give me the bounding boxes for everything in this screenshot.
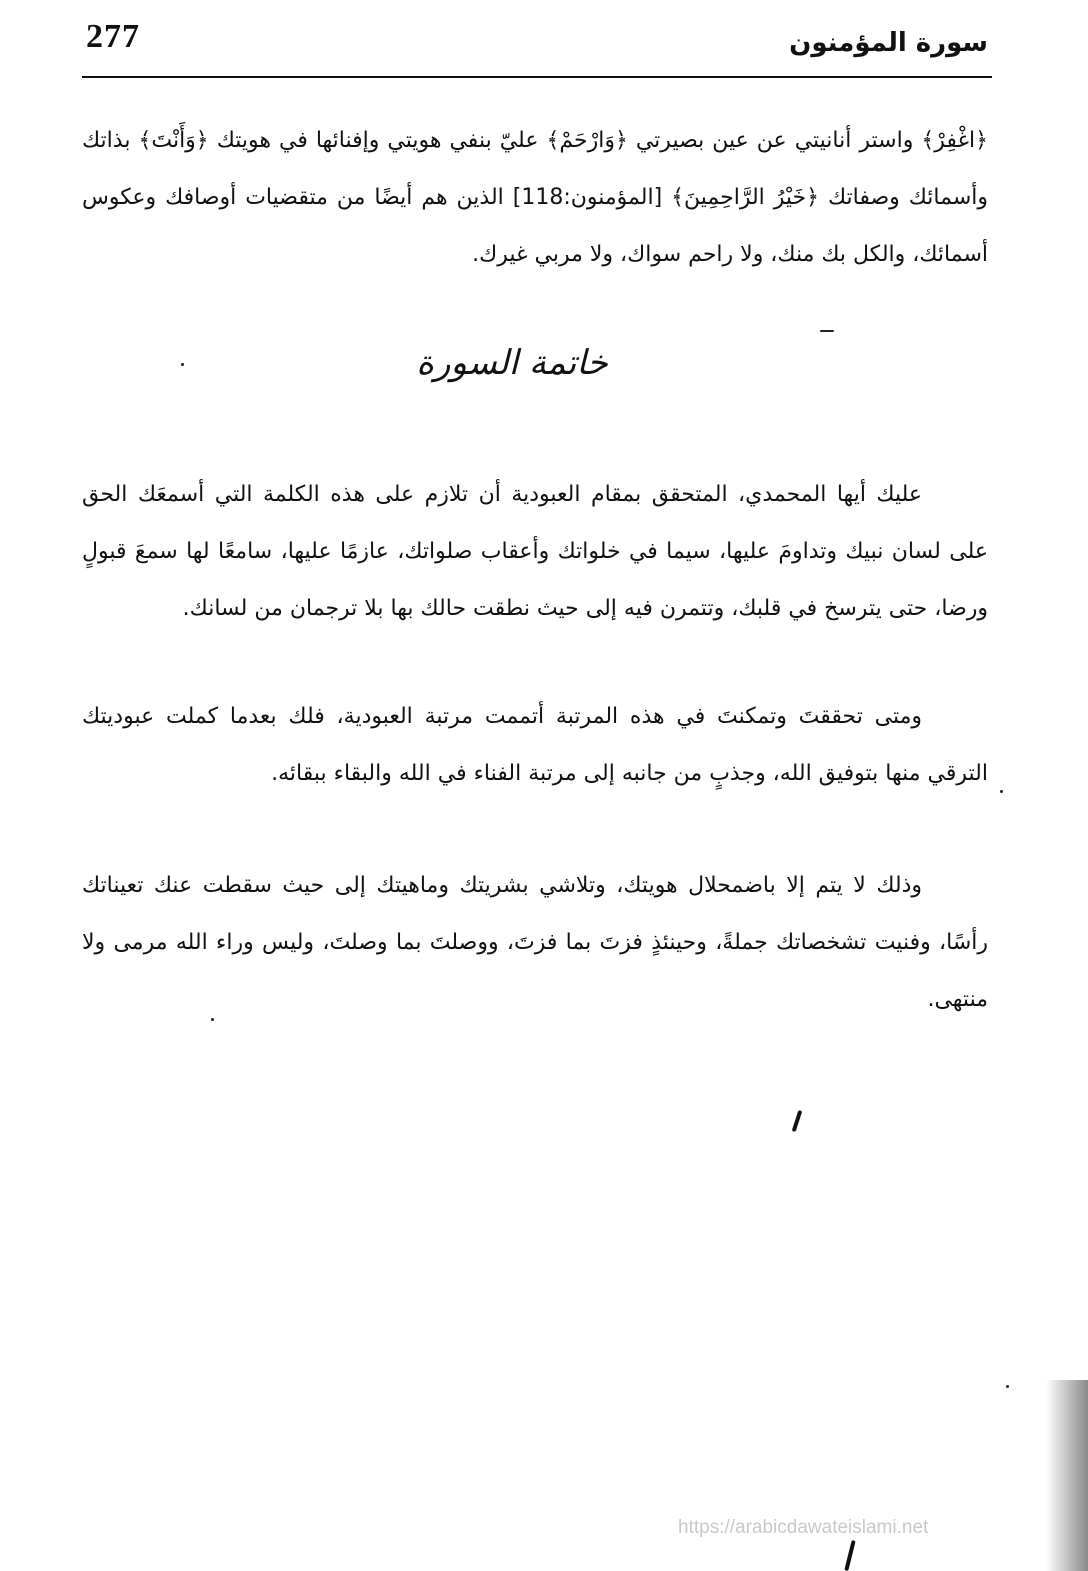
- paragraph-intro: ﴿اغْفِرْ﴾ واستر أنانيتي عن عين بصيرتي ﴿وَارْحَمْ﴾ عليّ بنفي هويتي وإفنائها في هويتك ﴿وَأَنْتَ﴾ بذاتك وأسمائك وصفاتك ﴿خَيْرُ الرَّاحِمِينَ﴾ [المؤمنون:118] الذين هم أيضًا من متقضيات أوصافك وعكوس أسمائك، والكل بك منك، ولا راحم سواك، ولا مربي غيرك.: [82, 128, 988, 267]
- scan-speck: [820, 330, 834, 332]
- scan-speck: [1000, 790, 1003, 793]
- scan-speck: [211, 1018, 214, 1021]
- paragraph-body-3: وذلك لا يتم إلا باضمحلال هويتك، وتلاشي بشريتك وماهيتك إلى حيث سقطت عنك تعيناتك رأسًا، وفنيت تشخصاتك جملةً، وحينئذٍ فزتَ بما فزتَ، ووصلتَ بما وصلتَ، وليس وراء الله مرمى ولا منتهى.: [82, 873, 988, 1012]
- page-number: 277: [86, 18, 140, 55]
- watermark-url: https://arabicdawateislami.net: [678, 1517, 929, 1538]
- scan-speck: [181, 363, 184, 366]
- section-title: خاتمة السورة: [416, 343, 608, 383]
- pen-mark: [844, 1540, 855, 1571]
- page-edge-shadow: [1046, 1380, 1088, 1571]
- paragraph-body-1: عليك أيها المحمدي، المتحقق بمقام العبودية أن تلازم على هذه الكلمة التي أسمعَك الحق على لسان نبيك وتداومَ عليها، سيما في خلواتك وأعقاب صلواتك، عازمًا عليها، سامعًا لها سمعَ قبولٍ ورضا، حتى يترسخ في قلبك، وتتمرن فيه إلى حيث نطقت حالك بها بلا ترجمان من لسانك.: [82, 482, 988, 621]
- scan-speck: [1006, 1385, 1009, 1388]
- pen-mark: [792, 1110, 803, 1132]
- paragraph-body-2: ومتى تحققتَ وتمكنتَ في هذه المرتبة أتممت مرتبة العبودية، فلك بعدما كملت عبوديتك الترقي منها بتوفيق الله، وجذبٍ من جانبه إلى مرتبة الفناء في الله والبقاء ببقائه.: [82, 704, 988, 786]
- header-divider: [82, 76, 992, 78]
- running-header-surah-title: سورة المؤمنون: [789, 28, 988, 58]
